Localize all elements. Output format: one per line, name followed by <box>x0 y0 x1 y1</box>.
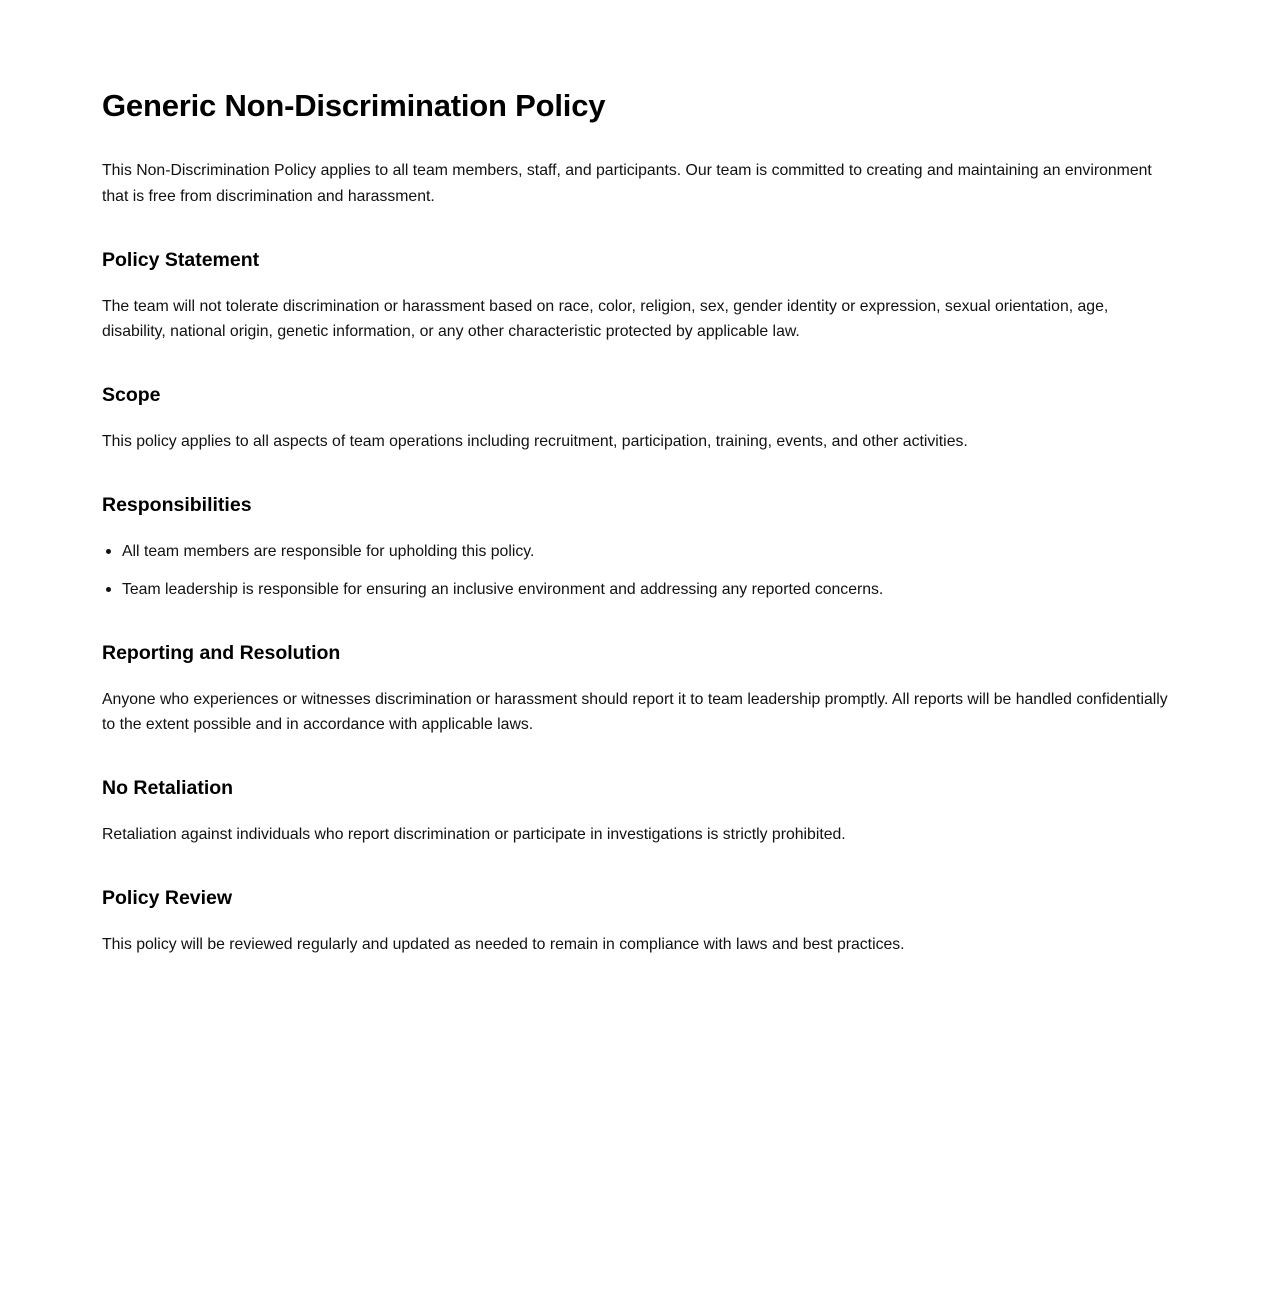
section-no-retaliation <box>102 776 1168 848</box>
section-heading-policy-review: Policy Review <box>102 886 233 909</box>
section-paragraph-policy-review: This policy will be reviewed regularly and updated as needed to remain in compliance with laws and best practices. <box>102 935 905 953</box>
bullet-icon <box>106 549 111 554</box>
list-item <box>102 539 1168 565</box>
section-reporting-and-resolution <box>102 641 1168 739</box>
section-paragraph-reporting-and-resolution: Anyone who experiences or witnesses discrimination or harassment should report it to team leadership promptly. All reports will be handled confidentially to the extent possible and in accordance with applicable laws. <box>102 690 1168 734</box>
list-item <box>102 577 1168 603</box>
page-title: Generic Non-Discrimination Policy <box>102 88 606 123</box>
section-policy-statement <box>102 248 1168 346</box>
intro-paragraph: This Non-Discrimination Policy applies to all team members, staff, and participants. Our team is committed to creating and maintaining an environment that is free from discrimination and harassment. <box>102 162 1152 205</box>
document-body <box>102 88 1168 958</box>
section-heading-reporting-and-resolution: Reporting and Resolution <box>102 641 341 664</box>
section-heading-scope: Scope <box>102 384 161 407</box>
section-paragraph-scope: This policy applies to all aspects of team operations including recruitment, participation, training, events, and other activities. <box>102 433 968 451</box>
section-paragraph-policy-statement: The team will not tolerate discrimination or harassment based on race, color, religion, sex, gender identity or expression, sexual orientation, age, disability, national origin, genetic information, or any other characteristic protected by applicable law. <box>102 297 1109 341</box>
section-heading-responsibilities: Responsibilities <box>102 493 252 516</box>
section-responsibilities <box>102 493 1168 603</box>
bullet-icon <box>106 587 111 592</box>
list-item-label: Team leadership is responsible for ensuring an inclusive environment and addressing any reported concerns. <box>122 580 884 598</box>
responsibilities-list <box>102 539 1168 603</box>
section-heading-no-retaliation: No Retaliation <box>102 777 234 800</box>
section-scope <box>102 383 1168 455</box>
section-paragraph-no-retaliation: Retaliation against individuals who report discrimination or participate in investigations is strictly prohibited. <box>102 826 846 844</box>
list-item-label: All team members are responsible for upholding this policy. <box>122 542 535 560</box>
section-policy-review <box>102 886 1168 958</box>
section-heading-policy-statement: Policy Statement <box>102 248 260 271</box>
